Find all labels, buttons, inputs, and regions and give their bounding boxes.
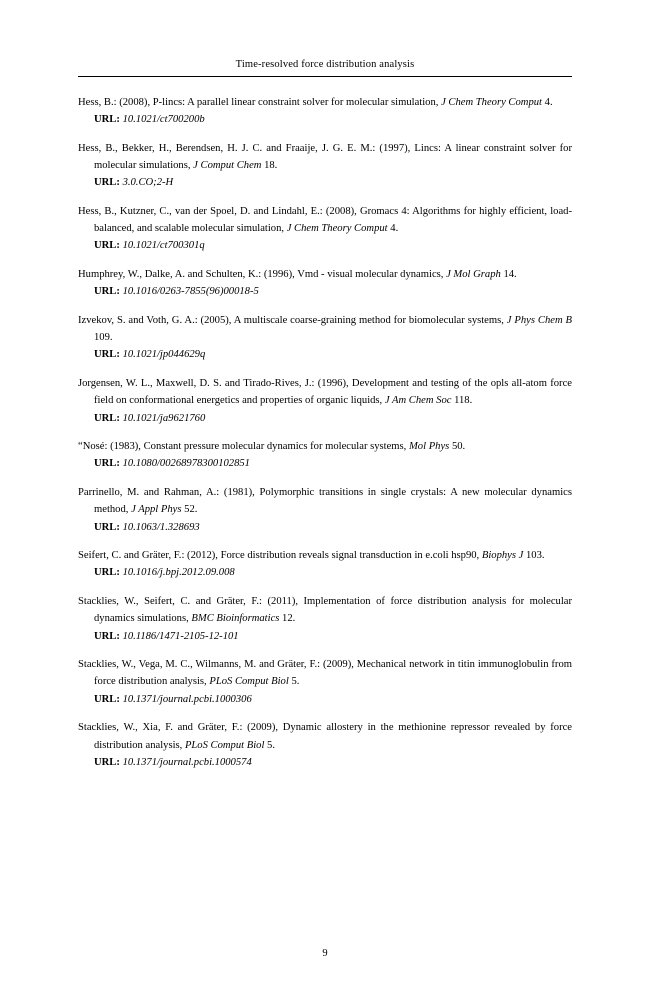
reference-journal-name: Mol Phys <box>408 441 450 453</box>
bibliography-entry <box>78 656 572 708</box>
bibliography-list <box>78 94 572 771</box>
url-value[interactable]: 10.1016/j.bpj.2012.09.008 <box>122 567 235 579</box>
bibliography-entry <box>78 547 572 581</box>
running-header <box>78 58 572 77</box>
reference-url-line <box>94 174 572 191</box>
reference-journal-name: J Appl Phys <box>131 504 182 516</box>
reference-url-line <box>94 628 572 645</box>
reference-volume: 4. <box>542 97 553 108</box>
reference-url-line <box>94 564 572 581</box>
reference-citation-text: Stacklies, W., Vega, M. C., Wilmanns, M. and Gräter, F.: (2009), Mechanical network in titin immunoglobulin from force distribution analysis, <box>78 659 572 688</box>
url-label: URL: <box>94 240 120 252</box>
url-value[interactable]: 10.1021/jp044629q <box>122 349 206 361</box>
url-value[interactable]: 10.1371/journal.pcbi.1000574 <box>122 756 252 768</box>
url-label: URL: <box>94 412 120 424</box>
url-value[interactable]: 10.1021/ja9621760 <box>122 412 206 424</box>
url-value[interactable]: 10.1371/journal.pcbi.1000306 <box>122 693 252 705</box>
reference-citation-text: Hess, B.: (2008), P-lincs: A parallel linear constraint solver for molecular simulation, <box>78 97 442 108</box>
reference-volume: 50. <box>449 441 466 453</box>
reference-volume: 12. <box>279 613 296 625</box>
bibliography-entry <box>78 719 572 771</box>
url-label: URL: <box>94 521 120 533</box>
url-value[interactable]: 10.1063/1.328693 <box>122 521 200 533</box>
reference-url-line <box>94 691 572 708</box>
page-number: 9 <box>322 948 328 959</box>
reference-journal-name: BMC Bioinformatics <box>191 613 280 625</box>
reference-volume: 118. <box>451 395 473 407</box>
url-label: URL: <box>94 756 120 768</box>
reference-url-line <box>94 455 572 472</box>
bibliography-entry <box>78 94 572 128</box>
url-value[interactable]: 10.1021/ct700200b <box>122 114 205 126</box>
reference-volume: 52. <box>181 504 198 516</box>
reference-url-line <box>94 519 572 536</box>
url-value[interactable]: 10.1016/0263-7855(96)00018-5 <box>122 286 259 298</box>
url-label: URL: <box>94 458 120 470</box>
reference-volume: 103. <box>523 550 545 562</box>
reference-journal-name: J Chem Theory Comput <box>441 97 542 108</box>
bibliography-entry <box>78 312 572 364</box>
reference-volume: 5. <box>264 739 275 751</box>
reference-volume: 14. <box>500 269 517 281</box>
reference-citation-text: Hess, B., Bekker, H., Berendsen, H. J. C. and Fraaije, J. G. E. M.: (1997), Lincs: A linear constraint solver for molecular simulations, <box>78 142 572 172</box>
reference-url-line <box>94 111 572 128</box>
reference-journal-name: J Phys Chem B <box>506 315 572 327</box>
reference-url-line <box>94 237 572 254</box>
reference-citation-text: Stacklies, W., Seifert, C. and Gräter, F.: (2011), Implementation of force distribution analysis for molecular dynamics simulations, <box>78 596 572 625</box>
url-value[interactable]: 10.1186/1471-2105-12-101 <box>122 630 239 642</box>
url-label: URL: <box>94 693 120 705</box>
reference-citation-text: Humphrey, W., Dalke, A. and Schulten, K.: (1996), Vmd - visual molecular dynamics, <box>78 269 447 281</box>
url-label: URL: <box>94 114 120 126</box>
reference-citation-text: Stacklies, W., Xia, F. and Gräter, F.: (2009), Dynamic allostery in the methionine repressor revealed by force distribution analysis, <box>78 722 572 751</box>
url-label: URL: <box>94 349 120 361</box>
reference-url-line <box>94 346 572 363</box>
url-label: URL: <box>94 177 120 189</box>
url-label: URL: <box>94 567 120 579</box>
reference-journal-name: J Chem Theory Comput <box>286 223 388 235</box>
reference-volume: 5. <box>288 676 300 688</box>
url-label: URL: <box>94 286 120 298</box>
reference-citation-text: “Nosé: (1983), Constant pressure molecular dynamics for molecular systems, <box>78 441 409 453</box>
bibliography-entry <box>78 484 572 536</box>
reference-url-line <box>94 283 572 300</box>
reference-citation-text: Hess, B., Kutzner, C., van der Spoel, D. and Lindahl, E.: (2008), Gromacs 4: Algorithms for highly efficient, load-balanced, and scalable molecular simulation, <box>78 206 572 235</box>
header-divider-rule <box>78 76 572 77</box>
url-value[interactable]: 3.0.CO;2-H <box>122 177 174 189</box>
url-label: URL: <box>94 630 120 642</box>
bibliography-entry <box>78 203 572 255</box>
bibliography-entry <box>78 593 572 645</box>
reference-citation-text: Seifert, C. and Gräter, F.: (2012), Force distribution reveals signal transduction in e.coli hsp90, <box>78 550 482 562</box>
reference-citation-text: Izvekov, S. and Voth, G. A.: (2005), A multiscale coarse-graining method for biomolecular systems, <box>78 315 507 327</box>
reference-volume: 109. <box>94 332 113 344</box>
url-value[interactable]: 10.1080/00268978300102851 <box>122 458 250 470</box>
reference-journal-name: Biophys J <box>481 550 524 562</box>
running-header-title: Time-resolved force distribution analysis <box>235 59 415 70</box>
url-value[interactable]: 10.1021/ct700301q <box>122 240 205 252</box>
reference-url-line <box>94 410 572 427</box>
reference-url-line <box>94 754 572 771</box>
reference-journal-name: J Mol Graph <box>446 269 501 281</box>
bibliography-entry <box>78 375 572 427</box>
reference-journal-name: PLoS Comput Biol <box>184 739 265 751</box>
reference-citation-text: Jorgensen, W. L., Maxwell, D. S. and Tirado-Rives, J.: (1996), Development and testing of the opls all-atom force field on conformational energetics and properties of organic liquids, <box>78 378 572 407</box>
reference-journal-name: PLoS Comput Biol <box>209 676 289 688</box>
reference-journal-name: J Comput Chem <box>193 160 262 172</box>
reference-volume: 4. <box>387 223 399 235</box>
bibliography-entry <box>78 140 572 192</box>
bibliography-entry <box>78 438 572 472</box>
reference-volume: 18. <box>261 160 278 172</box>
reference-journal-name: J Am Chem Soc <box>384 395 452 407</box>
bibliography-entry <box>78 266 572 300</box>
reference-citation-text: Parrinello, M. and Rahman, A.: (1981), Polymorphic transitions in single crystals: A new molecular dynamics method, <box>78 487 572 516</box>
